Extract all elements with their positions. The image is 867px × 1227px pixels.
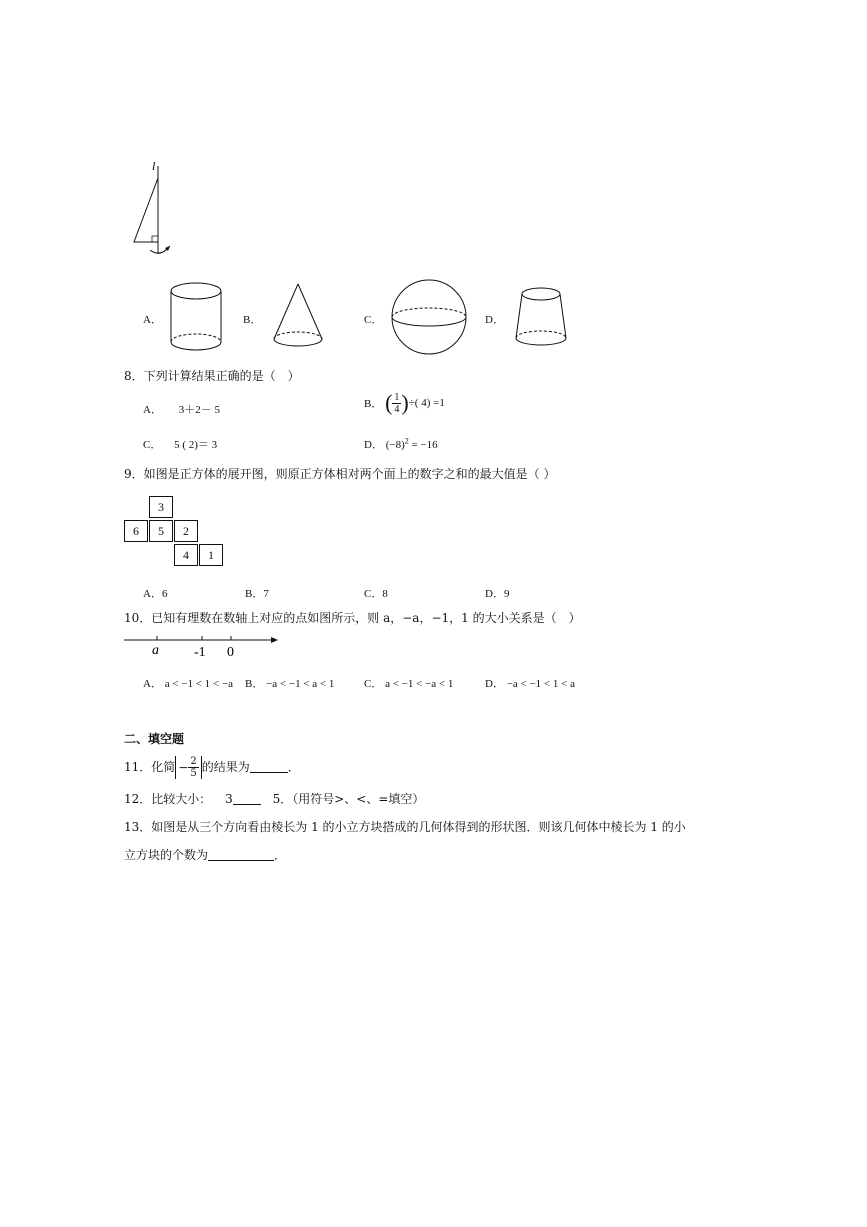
net-face: 5 <box>149 520 173 542</box>
fraction-denominator: 4 <box>394 403 400 415</box>
q12-right-text: 5．（用符号>、<、=填空） <box>272 792 425 806</box>
q13-end: ． <box>274 848 287 862</box>
answer-blank[interactable] <box>250 760 288 773</box>
q10-option-d: D． −a < −1 < 1 < a <box>485 678 575 690</box>
net-face: 4 <box>174 544 198 566</box>
cone-figure <box>270 281 326 351</box>
tick-label-zero: 0 <box>227 645 234 660</box>
q8-stem: 8．下列计算结果正确的是（ ） <box>124 369 300 383</box>
cylinder-figure <box>166 280 226 354</box>
q10-option-b: B． −a < −1 < a < 1 <box>245 678 335 690</box>
q11-suffix: 的结果为 <box>201 760 250 774</box>
fraction-numerator: 1 <box>394 391 400 403</box>
q7-option-d-label: D． <box>485 314 504 326</box>
q12-left-number: 3 <box>225 792 233 806</box>
q11-fraction <box>188 756 198 779</box>
q11-end: ． <box>287 760 300 774</box>
q8-option-b-rest: ÷( 4) =1 <box>408 397 445 409</box>
q8-option-c-expr: 5 ( 2)＝ 3 <box>174 439 218 451</box>
q10-stem: 10．已知有理数在数轴上对应的点如图所示，则 a，−a，−1，1 的大小关系是（ ） <box>124 611 581 625</box>
q9-option-b: B．7 <box>245 588 269 600</box>
q8-option-d-rest: = −16 <box>408 439 438 451</box>
q10-option-a: A． a < −1 < 1 < −a <box>143 678 233 690</box>
net-face: 2 <box>174 520 198 542</box>
left-paren: ( <box>385 390 393 415</box>
frustum-figure <box>512 284 570 350</box>
q9-stem: 9．如图是正方体的展开图，则原正方体相对两个面上的数字之和的最大值是（ ） <box>124 467 556 481</box>
q8-option-c <box>143 436 217 452</box>
section-title: 二、填空题 <box>124 732 185 746</box>
q7-option-a-label: A． <box>143 314 162 326</box>
q8-option-a-letter: A． <box>143 404 162 416</box>
right-paren: ) <box>401 390 409 415</box>
fraction-denominator: 5 <box>190 768 197 779</box>
q11-prefix: 11．化简 <box>124 760 176 774</box>
point-a-label: a <box>152 643 159 658</box>
q13-line2-text: 立方块的个数为 <box>124 848 209 862</box>
q8-option-d-letter: D． <box>364 439 383 451</box>
answer-blank[interactable] <box>233 792 261 805</box>
q8-option-b-letter: B． <box>364 398 383 410</box>
q7-option-c-label: C． <box>364 314 383 326</box>
q8-option-a <box>143 401 220 417</box>
absolute-value <box>175 756 201 779</box>
net-face: 1 <box>199 544 223 566</box>
net-face: 6 <box>124 520 148 542</box>
answer-blank[interactable] <box>208 848 274 861</box>
q8-option-a-expr: 3＋2－ 5 <box>178 404 220 416</box>
q9-option-d: D．9 <box>485 588 510 600</box>
rotation-triangle-figure <box>128 158 182 262</box>
q13-line1: 13．如图是从三个方向看由棱长为 1 的小立方块搭成的几何体得到的形状图．则该几何体中棱长为 1 的小 <box>124 820 686 834</box>
q8-option-d-base: (−8) <box>385 439 405 451</box>
q12-prefix: 12．比较大小： <box>124 792 212 806</box>
q7-option-b-label: B． <box>243 314 262 326</box>
q13-line2 <box>124 847 286 863</box>
q8-option-d-exponent: 2 <box>404 436 409 446</box>
q11 <box>124 756 300 779</box>
q8-option-c-letter: C． <box>143 439 162 451</box>
net-face: 3 <box>149 496 173 518</box>
cube-net <box>124 496 224 568</box>
negative-sign: − <box>178 760 189 775</box>
q9-option-c: C．8 <box>364 588 388 600</box>
q9-option-a: A．6 <box>143 588 168 600</box>
number-line <box>122 632 282 662</box>
tick-label-neg1: -1 <box>194 645 206 660</box>
sphere-figure <box>390 278 470 358</box>
fraction-numerator: 2 <box>190 756 197 767</box>
q8-option-d <box>364 436 438 452</box>
q10-option-c: C． a < −1 < −a < 1 <box>364 678 454 690</box>
q12 <box>124 791 424 807</box>
axis-label-l: l <box>152 159 156 173</box>
q8-option-b <box>364 390 445 416</box>
